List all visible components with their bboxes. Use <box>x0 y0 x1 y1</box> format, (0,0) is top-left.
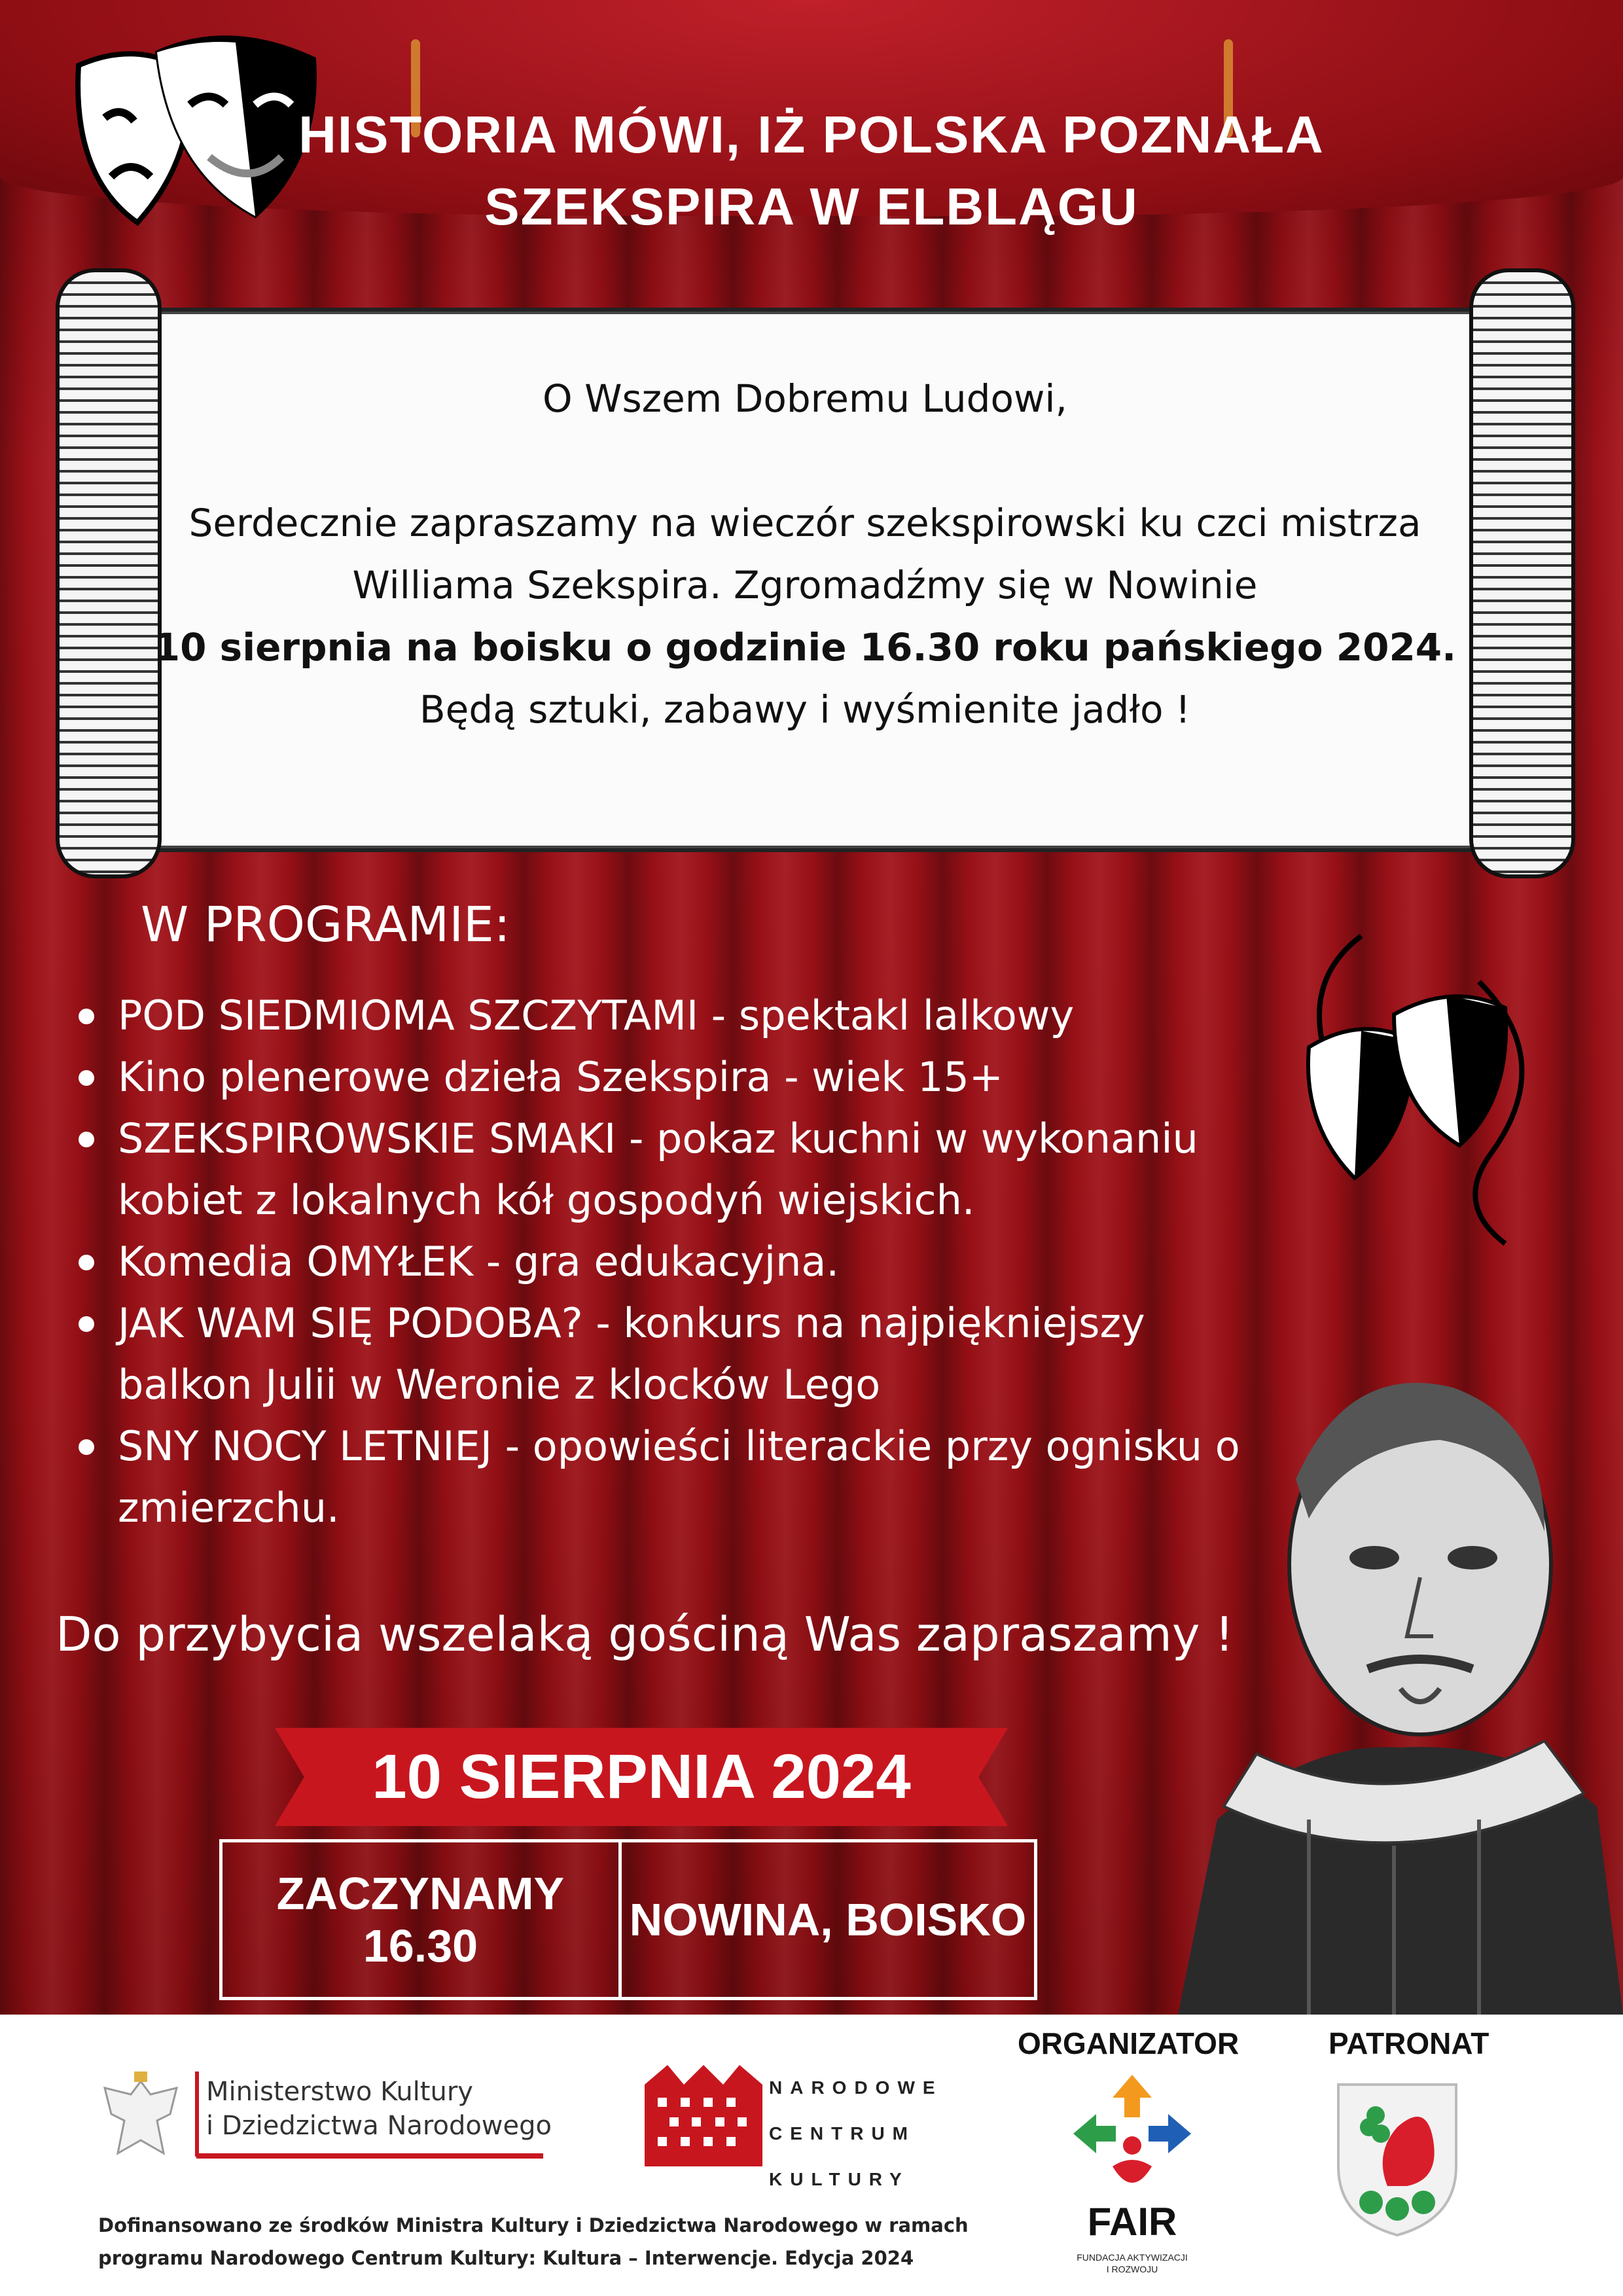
invitation-line: Do przybycia wszelaką gościną Was zapraszamy ! <box>56 1607 1234 1662</box>
scroll-line: Williama Szekspira. Zgromadźmy się w Nowinie <box>352 563 1258 607</box>
organizer-label: ORGANIZATOR <box>1018 2026 1240 2060</box>
bullet <box>79 1255 94 1270</box>
program-item: POD SIEDMIOMA SZCZYTAMI - spektakl lalkowy <box>72 985 1283 1047</box>
program-heading: W PROGRAMIE: <box>141 897 510 953</box>
ministry-underline <box>196 2153 543 2159</box>
bullet <box>79 1316 94 1332</box>
program-item: SNY NOCY LETNIEJ - opowieści literackie przy ognisku o zmierzchu. <box>72 1416 1283 1539</box>
coat-of-arms-squirrel-icon <box>1335 2081 1459 2238</box>
start-time-cell <box>223 1842 622 1997</box>
bullet <box>79 1009 94 1024</box>
program-item: Komedia OMYŁEK - gra edukacyjna. <box>72 1231 1283 1293</box>
start-label: ZACZYNAMY <box>276 1868 565 1919</box>
funding-note: Dofinansowano ze środków Ministra Kultury i Dziedzictwa Narodowego w ramach programu Narodowego Centrum Kultury: Kultura – Interwencje. Edycja 2024 <box>98 2214 969 2269</box>
bullet <box>79 1439 94 1455</box>
scroll-line: Serdecznie zapraszamy na wieczór szekspirowski ku czci mistrza <box>188 501 1421 545</box>
program-list <box>72 985 1283 1539</box>
scroll-line: Będą sztuki, zabawy i wyśmienite jadło ! <box>419 687 1191 732</box>
place-text: NOWINA, BOISKO <box>629 1894 1027 1945</box>
place-cell <box>622 1842 1034 1997</box>
program-item: SZEKSPIROWSKIE SMAKI - pokaz kuchni w wykonaniu kobiet z lokalnych kół gospodyń wiejskich. <box>72 1108 1283 1231</box>
scroll-greeting: O Wszem Dobremu Ludowi, <box>543 376 1067 421</box>
polish-eagle-emblem-icon <box>98 2068 183 2166</box>
bullet <box>79 1070 94 1086</box>
nck-name: NARODOWE CENTRUM KULTURY <box>769 2077 943 2189</box>
ministry-name: Ministerstwo Kultury i Dziedzictwa Narodowego <box>206 2077 552 2141</box>
ministry-divider <box>195 2072 199 2157</box>
fair-foundation-logo-icon <box>1067 2068 1198 2199</box>
program-item: JAK WAM SIĘ PODOBA? - konkurs na najpiękniejszy balkon Julii w Weronie z klocków Lego <box>72 1293 1283 1416</box>
bullet <box>79 1132 94 1147</box>
headline-line2: SZEKSPIRA W ELBLĄGU <box>484 177 1139 236</box>
scroll-line-bold: 10 sierpnia na boisku o godzinie 16.30 roku pańskiego 2024. <box>153 625 1457 670</box>
fair-name: FAIR <box>1087 2200 1177 2244</box>
headline-line1: HISTORIA MÓWI, IŻ POLSKA POZNAŁA <box>298 105 1325 164</box>
event-info-box <box>219 1839 1037 2000</box>
nck-crown-logo-icon <box>645 2065 762 2166</box>
shakespeare-portrait <box>1178 1348 1623 2015</box>
fair-subtitle: FUNDACJA AKTYWIZACJI I ROZWOJU <box>1077 2252 1188 2274</box>
patron-label: PATRONAT <box>1329 2026 1489 2060</box>
start-time: 16.30 <box>363 1920 478 1971</box>
program-item: Kino plenerowe dzieła Szekspira - wiek 15+ <box>72 1047 1283 1108</box>
theatre-masks-ribbon-icon <box>1283 916 1558 1257</box>
date-banner-text: 10 SIERPNIA 2024 <box>372 1742 911 1812</box>
